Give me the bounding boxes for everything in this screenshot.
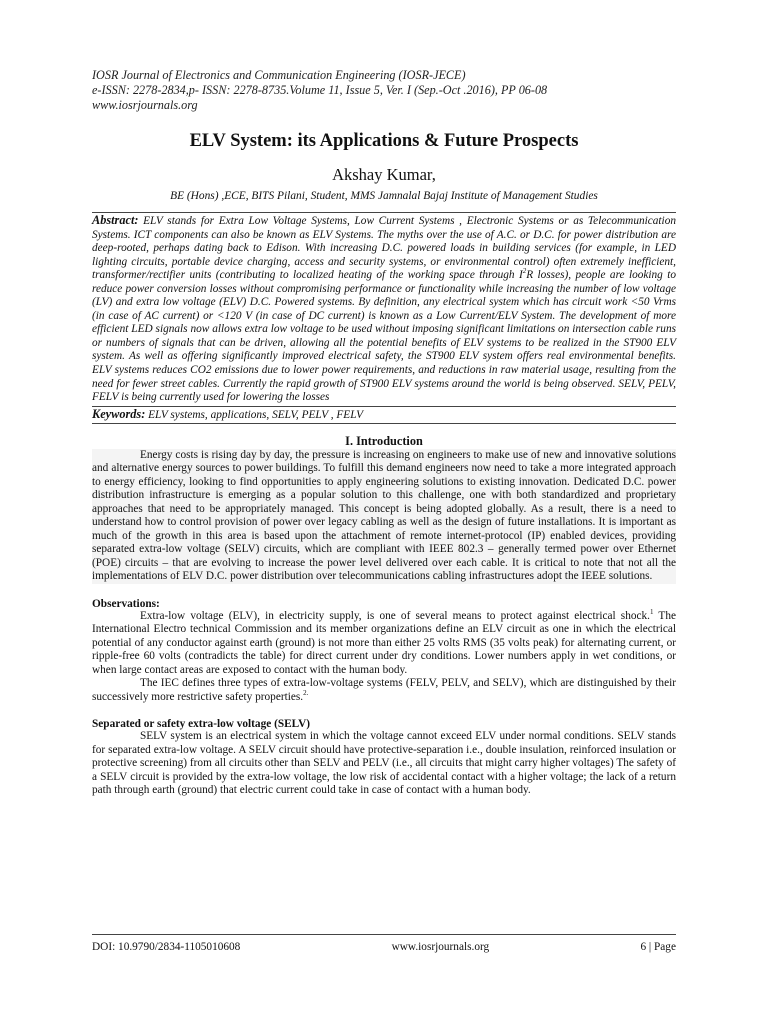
footer-doi: DOI: 10.9790/2834-1105010608 [92,941,241,953]
abstract-text-b: R losses), people are looking to reduce power conversion losses without compromising performance or functionality while increasing the number of low voltage (LV) and extra low voltage (ELV) D.C. Powered systems. By definition, any electrical system which has circuit work <50 Vrms (in case of AC current) or <120 V (in case of DC current) is known as a Low Current/ELV System. The development of more efficient LED signals now allows extra low voltage to be used without imposing significant limitations on intersection cable runs or numbers of signals that can be driven, allowing all the potential benefits of ELV systems to be realized in the ST900 ELV system. As well as offering significantly improved electrical safety, the ST900 ELV system offers real environmental benefits. ELV systems reduces CO2 emissions due to lower power requirements, and reductions in raw material usage, resulting from the need for fewer street cables. Currently the rapid growth of ST900 ELV systems around the world is being observed. SELV, PELV, FELV is being currently used for lowering the losses [92,269,676,404]
journal-website: www.iosrjournals.org [92,98,198,112]
keywords-text: ELV systems, applications, SELV, PELV , FELV [145,408,363,421]
journal-name: IOSR Journal of Electronics and Communication Engineering (IOSR-JECE) [92,68,466,82]
abstract-text-a: ELV stands for Extra Low Voltage Systems, Low Current Systems , Electronic Systems or as Telecommunication Systems. ICT components can also be known as ELV Systems. The myths over the use of A.C. or D.C. for power distribution are deep-rooted, perhaps dating back to Edison. With increasing D.C. powered loads in building services (for example, in LED lighting circuits, portable device charging, access and security systems, or environmental control) often extremely inefficient, transformer/rectifier units (contributing to localized heating of the working space through I [92,215,676,282]
keywords-label: Keywords: [92,406,146,421]
abstract-label: Abstract: [92,213,139,227]
footer-page-number: 6 | Page [640,941,676,953]
page-footer [92,934,676,953]
intro-section [92,449,676,584]
paper-title: ELV System: its Applications & Future Prospects [189,131,579,151]
obs-footnote-1: 1 [649,607,654,616]
footer-website: www.iosrjournals.org [391,941,490,953]
observations-paragraph-1 [92,607,676,678]
journal-issn: e-ISSN: 2278-2834,p- ISSN: 2278-8735.Volume 11, Issue 5, Ver. I (Sep.-Oct .2016), PP 06-08 [92,83,548,97]
observations-paragraph-2 [92,677,676,704]
abstract-superscript: 2 [522,267,527,276]
paper-page [92,68,676,798]
obs-text-c: The IEC defines three types of extra-low-voltage systems (FELV, PELV, and SELV), which are distinguished by their successively more restrictive safety properties. [92,677,676,703]
obs-text-b: The International Electro technical Commission and its member organizations define an ELV circuit as one in which the electrical potential of any conductor against earth (ground) is not more than either 25 volts RMS (35 volts peak) for alternating current, or ripple-free 60 volts (contradicts the table) for direct current under dry conditions. Lower numbers apply in wet conditions, or when large contact areas are exposed to contact with the human body. [92,609,676,676]
intro-heading: I. Introduction [345,433,423,448]
author-name: Akshay Kumar, [332,165,436,184]
obs-footnote-2: 2. [303,688,309,697]
selv-paragraph: SELV system is an electrical system in which the voltage cannot exceed ELV under normal conditions. SELV stands for separated extra-low voltage. A SELV circuit should have protective-separation i.e., double insulation, reinforced insulation or protective screening) from all circuits other than SELV and PELV (i.e., all circuits that might carry higher voltages) The safety of a SELV circuit is provided by the extra-low voltage, the low risk of accidental contact with a higher voltage; the lack of a return path through earth (ground) that electric current could take in case of contact with a human body. [92,730,676,797]
observations-heading: Observations: [92,597,160,610]
abstract [92,212,676,407]
journal-header [92,68,676,113]
selv-heading: Separated or safety extra-low voltage (SELV) [92,718,311,731]
obs-text-a: Extra-low voltage (ELV), in electricity supply, is one of several means to protect against electrical shock. [140,609,650,622]
author-affiliation: BE (Hons) ,ECE, BITS Pilani, Student, MMS Jamnalal Bajaj Institute of Management Studies [170,190,598,202]
intro-paragraph: Energy costs is rising day by day, the pressure is increasing on engineers to make use of new and innovative solutions and alternative energy sources to power buildings. To fulfill this demand engineers now need to take a more integrated approach to energy efficiency, looking to find opportunities to apply engineering solutions to existing innovation. Dedicated D.C. power distribution infrastructure is emerging as a popular solution to this challenge, one with both standardized and proprietary approaches that need to be appropriately managed. This concept is being adopted globally. As a result, there is a need to understand how to control provision of power over legacy cabling as well as the design of future installations. It is important as much of the growth in this area is based upon the attachment of remote internet-protocol (IP) enabled devices, providing separated extra-low voltage (SELV) circuits, which are compliant with IEEE 802.3 – generally termed power over Ethernet (POE) circuits – that are evolving to increase the power level delivered over each cable. It is critical to note that not all the implementations of ELV D.C. power distribution over telecommunications cabling infrastructures adopt the IEEE solutions. [92,448,676,583]
keywords [92,407,676,424]
